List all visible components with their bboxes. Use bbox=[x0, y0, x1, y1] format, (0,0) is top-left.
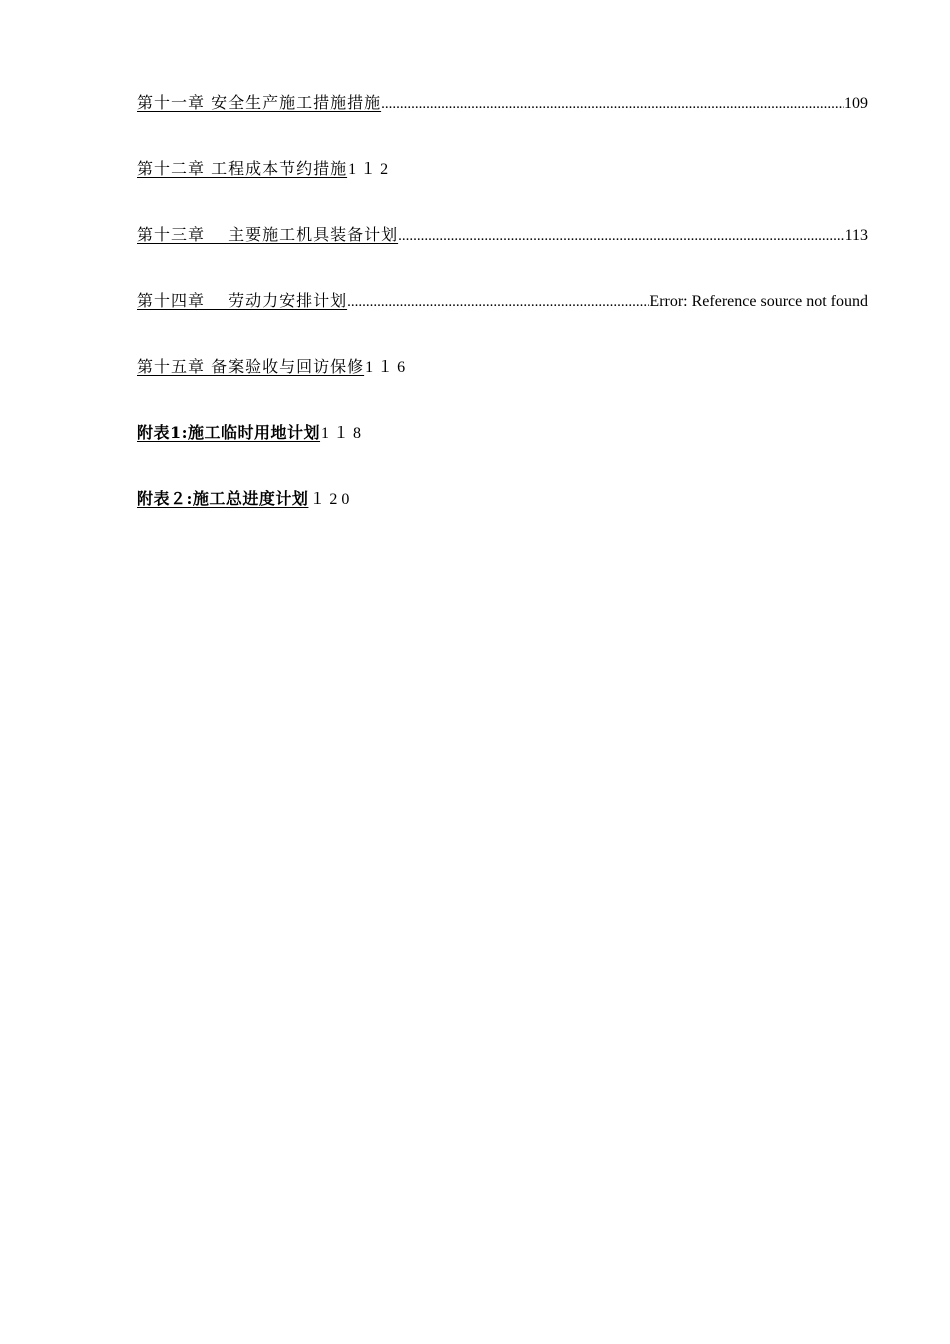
toc-entry-chapter-15[interactable] bbox=[137, 354, 868, 420]
toc-leader-dots bbox=[381, 91, 844, 117]
toc-entry-chapter-14[interactable] bbox=[137, 288, 868, 354]
toc-entry-title[interactable]: 第十一章 安全生产施工措施措施 bbox=[137, 93, 382, 112]
toc-entry-title[interactable]: 第十三章 主要施工机具装备计划 bbox=[137, 225, 399, 244]
toc-entry-page-error: Error: Reference source not found bbox=[649, 293, 868, 310]
toc-entry-chapter-11[interactable] bbox=[137, 90, 868, 156]
toc-entry-chapter-13[interactable] bbox=[137, 222, 868, 288]
toc-entry-title[interactable]: 第十五章 备案验收与回访保修 bbox=[137, 357, 365, 376]
toc-entry-title[interactable]: 附表２:施工总进度计划 bbox=[137, 489, 309, 508]
toc-entry-title[interactable]: 第十二章 工程成本节约措施 bbox=[137, 159, 348, 178]
toc-entry-page: 1１8 bbox=[321, 425, 366, 442]
toc-entry-appendix-1[interactable] bbox=[137, 420, 868, 486]
toc-leader-dots bbox=[347, 289, 649, 315]
toc-entry-page: 1１2 bbox=[348, 161, 393, 178]
table-of-contents bbox=[137, 90, 868, 552]
toc-entry-title[interactable]: 第十四章 劳动力安排计划 bbox=[137, 291, 348, 310]
toc-entry-page: 1１6 bbox=[365, 359, 410, 376]
toc-entry-title[interactable]: 附表1:施工临时用地计划 bbox=[137, 423, 321, 442]
toc-leader-dots bbox=[398, 223, 845, 249]
toc-entry-chapter-12[interactable] bbox=[137, 156, 868, 222]
toc-entry-page: 113 bbox=[844, 227, 868, 244]
toc-entry-page: 109 bbox=[844, 95, 868, 112]
toc-entry-appendix-2[interactable] bbox=[137, 486, 868, 552]
toc-entry-page: １20 bbox=[309, 491, 354, 508]
